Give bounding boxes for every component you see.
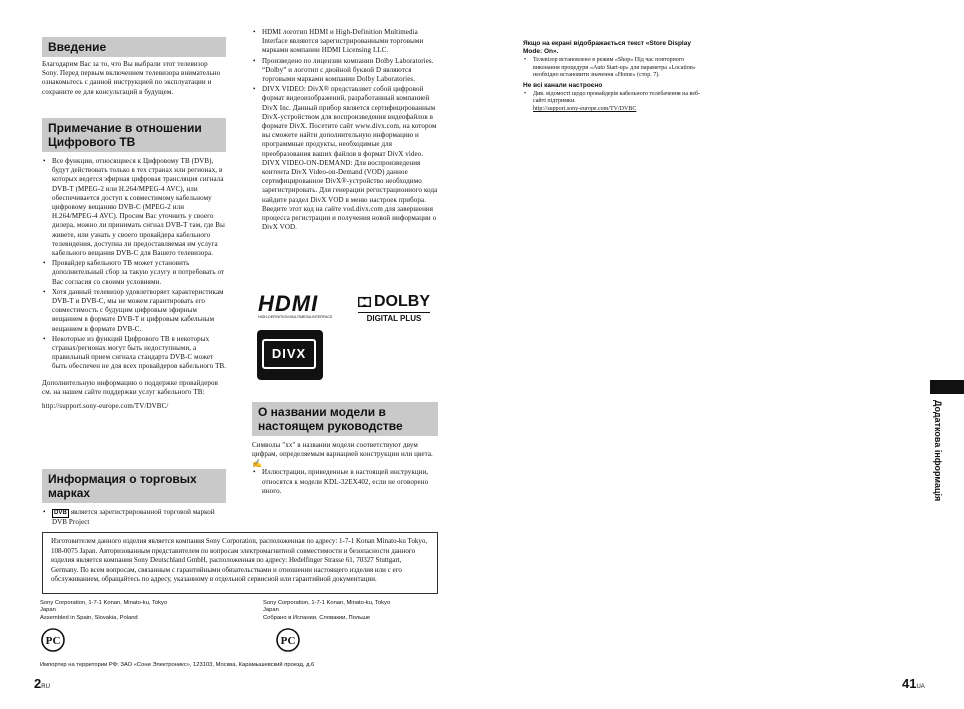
trademarks-heading: Информация о торговых марках [42,469,226,503]
model-name-text: Символы "xx" в названии модели соответствуют двум цифрам, определяемым вариацией конструкции или цвета. [252,441,433,459]
footer-right-line3: Собрано в Испании, Словакии, Польше [263,614,371,621]
footer-right-line1: Sony Corporation, 1-7-1 Konan, Minato-ku, Tokyo [263,600,391,606]
intro-heading: Введение [42,37,226,57]
footer-left-line2: Japan [40,607,56,614]
side-tab-marker [930,380,964,394]
footer-right-address [263,600,463,622]
dvb-trademark-text: является зарегистрированной торговой маркой DVB Project [52,508,215,526]
store-mode-text: • Телевізор встановлено в режим «Shop» Під час повторного виконання процедури «Auto Start-up» для параметра «Location» необхідно встановити значення «Home» (стор. 7). [533,57,711,80]
seal-text: РС [280,635,296,647]
page-number-left-value: 2 [34,676,42,691]
digital-note-bullet: • Провайдер кабельного ТВ может установить дополнительный сбор за такую услугу и потребовать от Вас согласия со своими условиями. [52,259,228,287]
digital-note-bullet: • Некоторые из функций Цифрового ТВ в некоторых странах/регионах могут быть недоступными, а правильный прием сигнала стандарта DVB-C может быть обеспечен не для всех провайдеров кабельного ТВ. [52,335,228,372]
model-name-bullet: • Иллюстрации, приведенные в настоящей инструкции, относятся к модели KDL-32EX402, если не оговорено иного. [262,468,438,496]
double-d-icon [358,295,371,309]
hdmi-logo [258,293,340,323]
seal-text: РС [45,635,61,647]
side-tab-label: Додаткова інформація [933,400,943,502]
footer-left-line1: Sony Corporation, 1-7-1 Konan, Minato-ku, Tokyo [40,600,168,606]
certification-seal-icon [38,627,68,653]
hdmi-tagline: HIGH-DEFINITION MULTIMEDIA INTERFACE [258,315,333,319]
hdmi-logo-text: HDMI [258,291,319,316]
store-mode-heading: Якщо на екрані відображається текст «Store Display Mode: On». [523,40,691,55]
footer-left-address [40,600,240,622]
page-number-left [34,676,50,691]
dvb-logo: DVB [54,510,67,516]
note-icon: ✍ [252,459,263,469]
intro-text: Благодарим Вас за то, что Вы выбрали этот телевизор Sony. Перед первым включением телевизора внимательно ознакомьтесь с данной инструкцией по эксплуатации и сохраните ее для консультаций в будущем. [42,60,221,96]
footer-right-line2: Japan [263,607,279,614]
support-text: Дополнительную информацию о поддержке провайдеров см. на нашем сайте поддержки услуг кабельного ТВ: [42,378,219,396]
certification-seal-icon [273,627,303,653]
digital-note-heading: Примечание в отношении Цифрового ТВ [42,118,226,152]
divx-logo-text: DIVX [271,346,307,361]
manufacturer-box: Изготовителем данного изделия является компания Sony Corporation, расположенная по адресу: 1-7-1 Konan Minato-ku Tokyo, 108-0075 Japan. Авторизованным представителем по вопросам электромагнитной совместимости и безопасности данного изделия является компания Sony Deutschland GmbH, расположенная по адресу: Hedelfinger Strasse 61, 70327 Stuttgart, Germany. По всем вопросам, связанным с гарантийными обязательствами и отношении настоящего изделия или с его обслуживанием, обращайтесь по адресу, указанному в отдельной сервисной или гарантийной документации. [42,532,438,594]
ua-section [523,40,711,115]
channels-heading: Не всі канали настроєно [523,81,603,89]
divx-logo [257,330,323,380]
trademark-bullet-divx: • DIVX VIDEO: DivX® представляет собой цифровой формат видеоизображений, разработанный компанией DivX Inc. Данный прибор является сертифицированным DivX-устройством для воспроизведения видеофайлов в формате DivX. Посетите сайт www.divx.com, на котором вы сможете найти дополнительную информацию и программные продукты, необходимые для преобразования ваших файлов в формат DivX video. DIVX VIDEO-ON-DEMAND: Для воспроизведения контента DivX Video-on-Demand (VOD) данное сертифицированное DivX®-устройство необходимо зарегистрировать. Для генерации регистрационного кода найдите раздел DivX VOD в меню настроек прибора. Введите этот код на сайте vod.divx.com для завершения процесса регистрации и получения новой информации о DivX VOD. [262,85,438,232]
trademark-bullet-dolby: • Произведено по лицензии компании Dolby Laboratories. “Dolby” и логотип с двойной буквой D являются торговыми марками компании Dolby Laboratories. [262,57,438,85]
page-number-right [902,676,925,691]
footer-left-line3: Assembled in Spain, Slovakia, Poland [40,614,138,621]
digital-note-bullet: • Хотя данный телевизор удовлетворяет характеристикам DVB-T и DVB-C, мы не можем гарантировать его совместимость с будущим цифровым эфирным вещанием в формате DVB-T и цифровым кабельным вещанием в формате DVB-C. [52,288,228,334]
page-number-right-suffix: UA [916,684,925,690]
importer-text: Импортер на территории РФ: ЗАО «Сони Электроникс», 123103, Москва, Карамышевский проезд, д.6 [40,662,315,668]
dolby-logo [358,294,430,324]
model-name-heading: О названии модели в настоящем руководстве [252,402,438,436]
dvb-trademark [42,508,228,528]
channels-url[interactable]: http://support.sony-europe.com/TV/DVBC [533,105,637,112]
digital-note-body [42,157,228,411]
dolby-subtitle: DIGITAL PLUS [358,312,430,323]
page-number-right-value: 41 [902,676,917,691]
model-name-body [252,441,438,497]
digital-note-bullet: • Все функции, относящиеся к Цифровому ТВ (DVB), будут действовать только в тех странах или регионах, в которых ведется эфирная цифровая трансляция сигнала DVB-T (MPEG-2 или H.264/MPEG-4 AVC), или обеспечивается доступ к совместимому кабельному цифровому вещанию DVB-C (MPEG-2 или H.264/MPEG-4 AVC). Просим Вас уточнить у своего дилера, можно ли принимать сигнал DVB-T там, где Вы живете, или узнать у своего провайдера кабельного телевидения, доступна ли предоставляемая им услуга кабельного вещания DVB-C для Вашего телевизора. [52,157,228,258]
trademark-bullet-hdmi: • HDMI логотип HDMI и High-Definition Multimedia Interface являются зарегистрированными торговыми марками компании HDMI Licensing LLC. [262,28,438,56]
dolby-logo-text: DOLBY [374,293,430,310]
support-url[interactable]: http://support.sony-europe.com/TV/DVBC/ [42,402,169,411]
channels-text: Див. відомості щодо провайдерів кабельного телебачення на веб-сайті підтримки. [533,90,701,105]
trademark-bullets [252,28,438,233]
page-number-left-suffix: RU [41,684,50,690]
